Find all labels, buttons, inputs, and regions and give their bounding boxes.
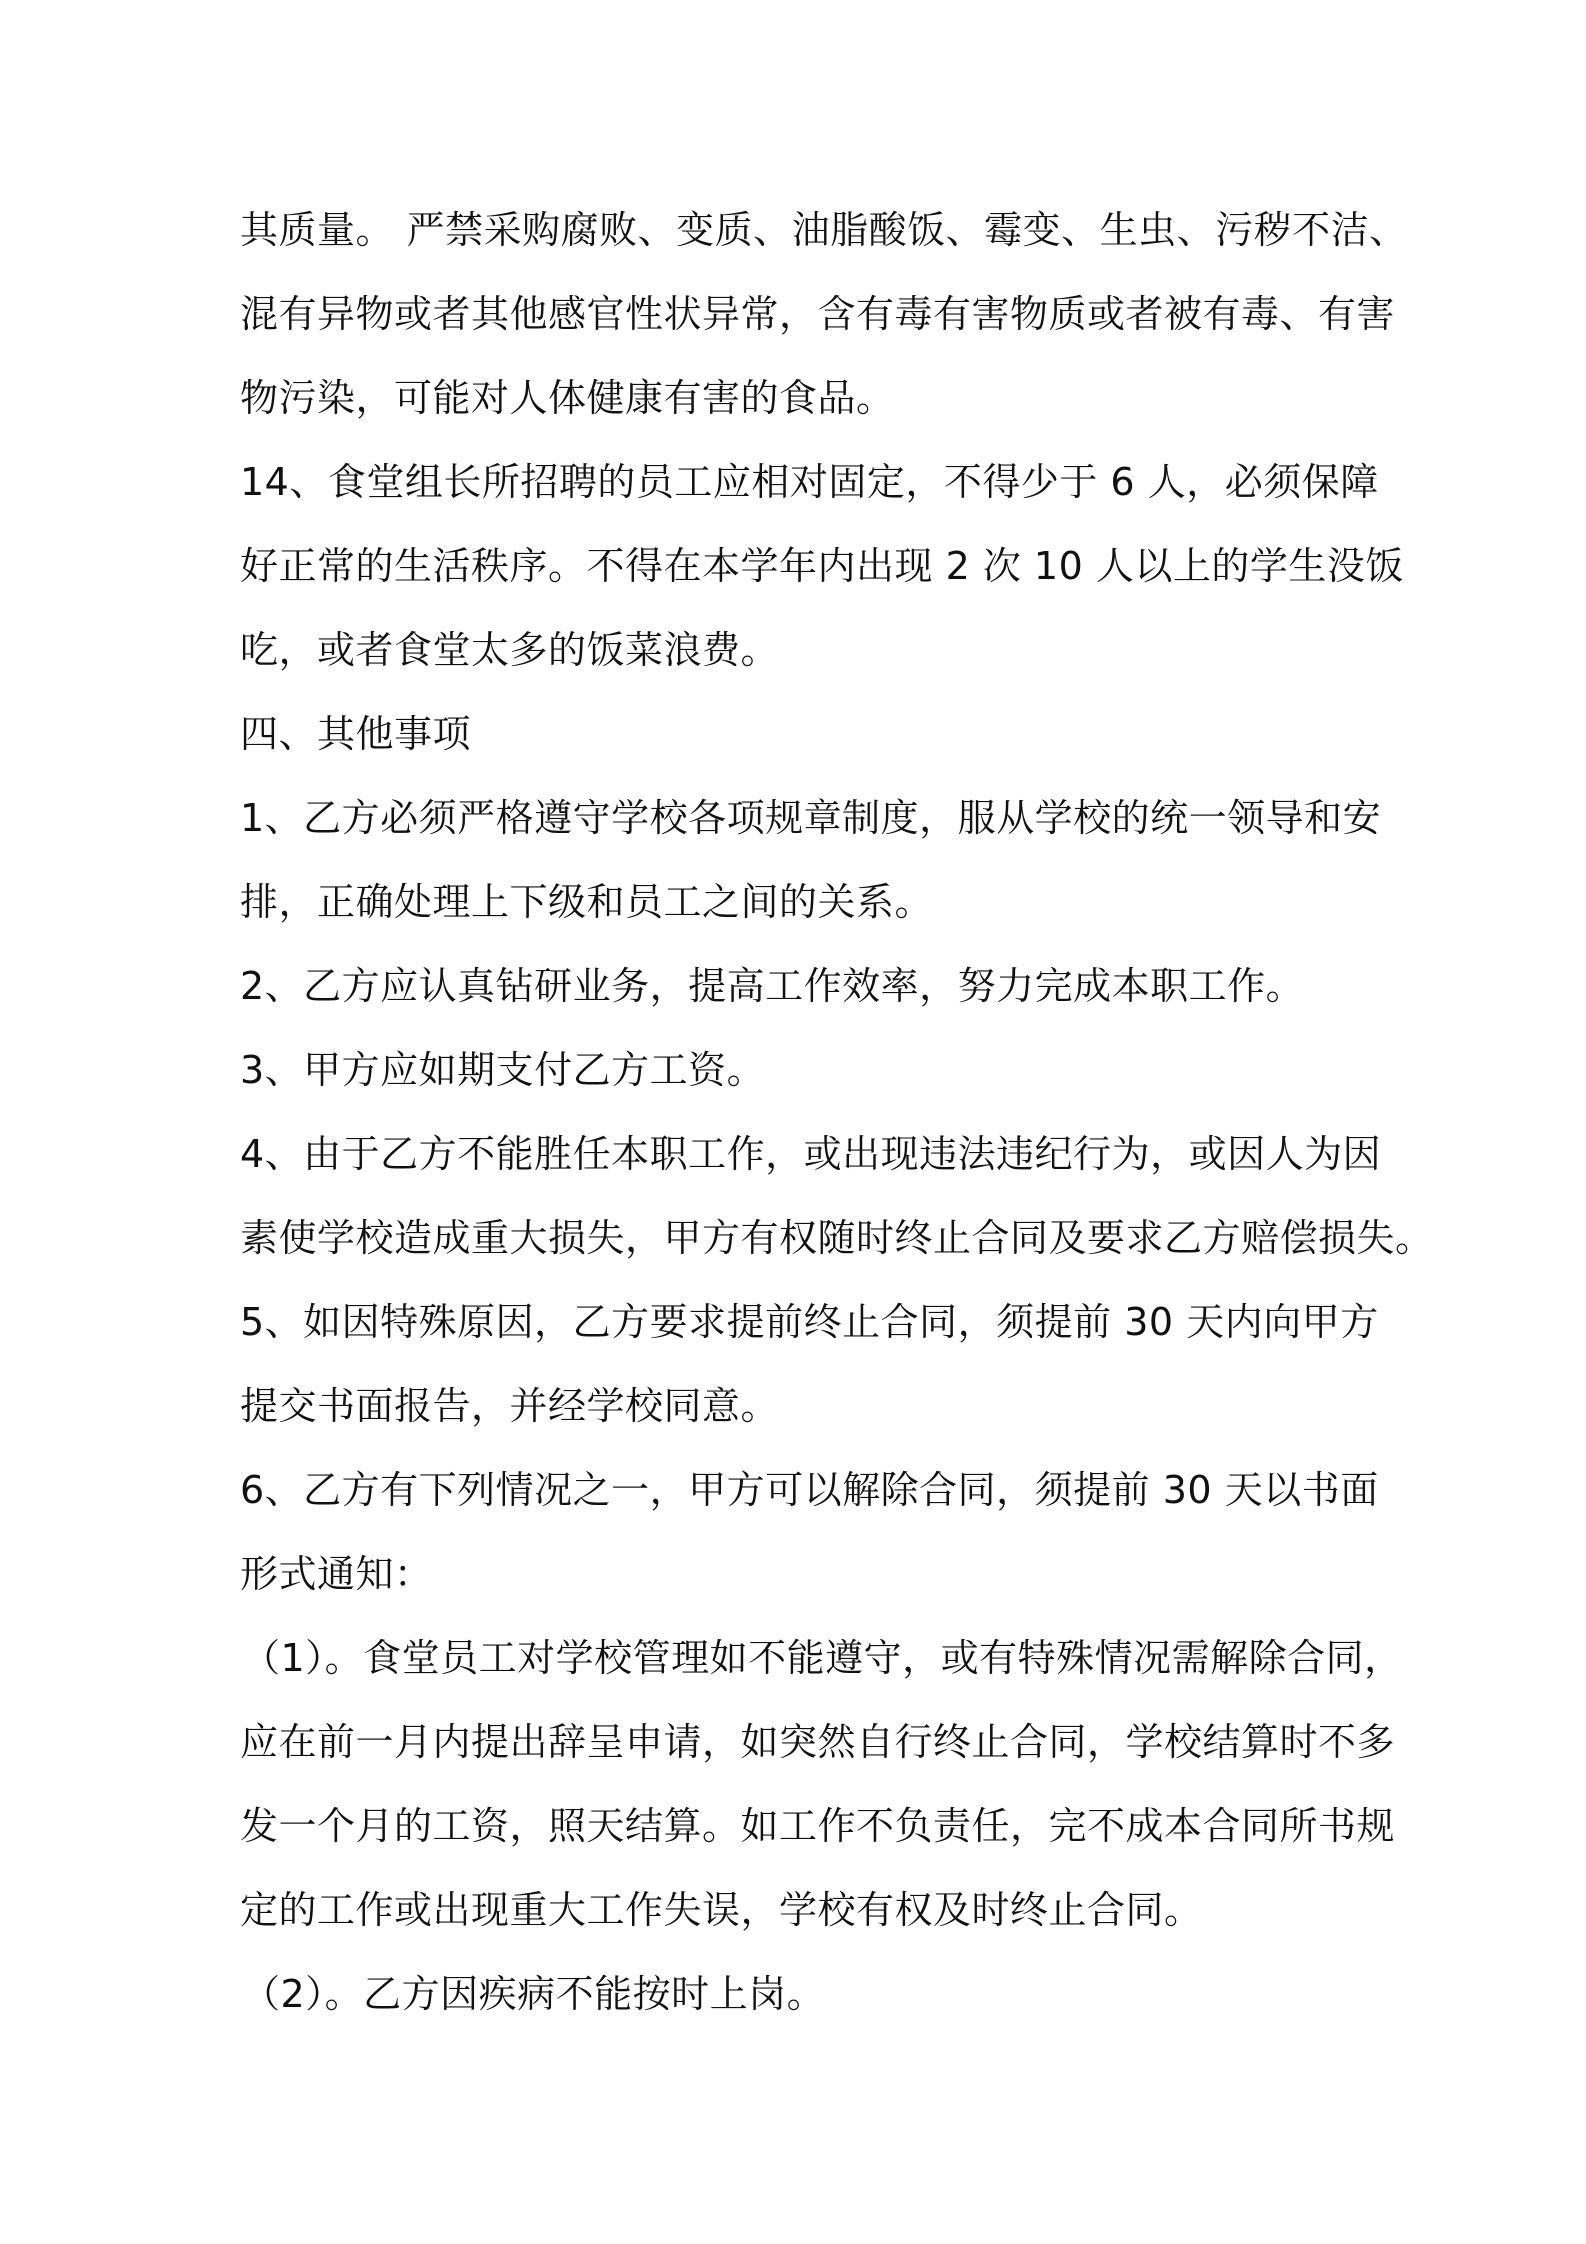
- text-line: 素使学校造成重大损失，甲方有权随时终止合同及要求乙方赔偿损失。: [240, 1216, 1434, 1260]
- text-line: 3、甲方应如期支付乙方工资。: [240, 1048, 766, 1092]
- text-line: 提交书面报告，并经学校同意。: [240, 1384, 780, 1428]
- text-line: 发一个月的工资，照天结算。如工作不负责任，完不成本合同所书规: [240, 1804, 1396, 1848]
- text-line: 好正常的生活秩序。不得在本学年内出现 2 次 10 人以上的学生没饭: [240, 544, 1404, 588]
- section-heading: 四、其他事项: [240, 712, 472, 756]
- text-line: 应在前一月内提出辞呈申请，如突然自行终止合同，学校结算时不多: [240, 1720, 1396, 1764]
- text-line: 吃，或者食堂太多的饭菜浪费。: [240, 628, 780, 672]
- text-line: 6、乙方有下列情况之一，甲方可以解除合同，须提前 30 天以书面: [240, 1468, 1379, 1512]
- text-line: 1、乙方必须严格遵守学校各项规章制度，服从学校的统一领导和安: [240, 796, 1382, 840]
- text-line: 排，正确处理上下级和员工之间的关系。: [240, 880, 934, 924]
- text-line: （2）。乙方因疾病不能按时上岗。: [242, 1972, 826, 2016]
- text-line: 定的工作或出现重大工作失误，学校有权及时终止合同。: [240, 1888, 1203, 1932]
- text-line: 物污染，可能对人体健康有害的食品。: [240, 376, 895, 420]
- document-body: [240, 198, 1434, 2046]
- text-line: 14、食堂组长所招聘的员工应相对固定，不得少于 6 人，必须保障: [240, 460, 1379, 504]
- text-line: 形式通知：: [240, 1552, 433, 1596]
- text-line: 混有异物或者其他感官性状异常，含有毒有害物质或者被有毒、有害: [240, 292, 1396, 336]
- text-line: 其质量。 严禁采购腐败、变质、油脂酸饭、霉变、生虫、污秽不洁、: [240, 208, 1408, 252]
- text-line: 2、乙方应认真钻研业务，提高工作效率，努力完成本职工作。: [240, 964, 1305, 1008]
- text-line: （1）。食堂员工对学校管理如不能遵守，或有特殊情况需解除合同，: [242, 1636, 1403, 1680]
- text-line: 4、由于乙方不能胜任本职工作，或出现违法违纪行为，或因人为因: [240, 1132, 1382, 1176]
- text-line: 5、如因特殊原因，乙方要求提前终止合同，须提前 30 天内向甲方: [240, 1300, 1379, 1344]
